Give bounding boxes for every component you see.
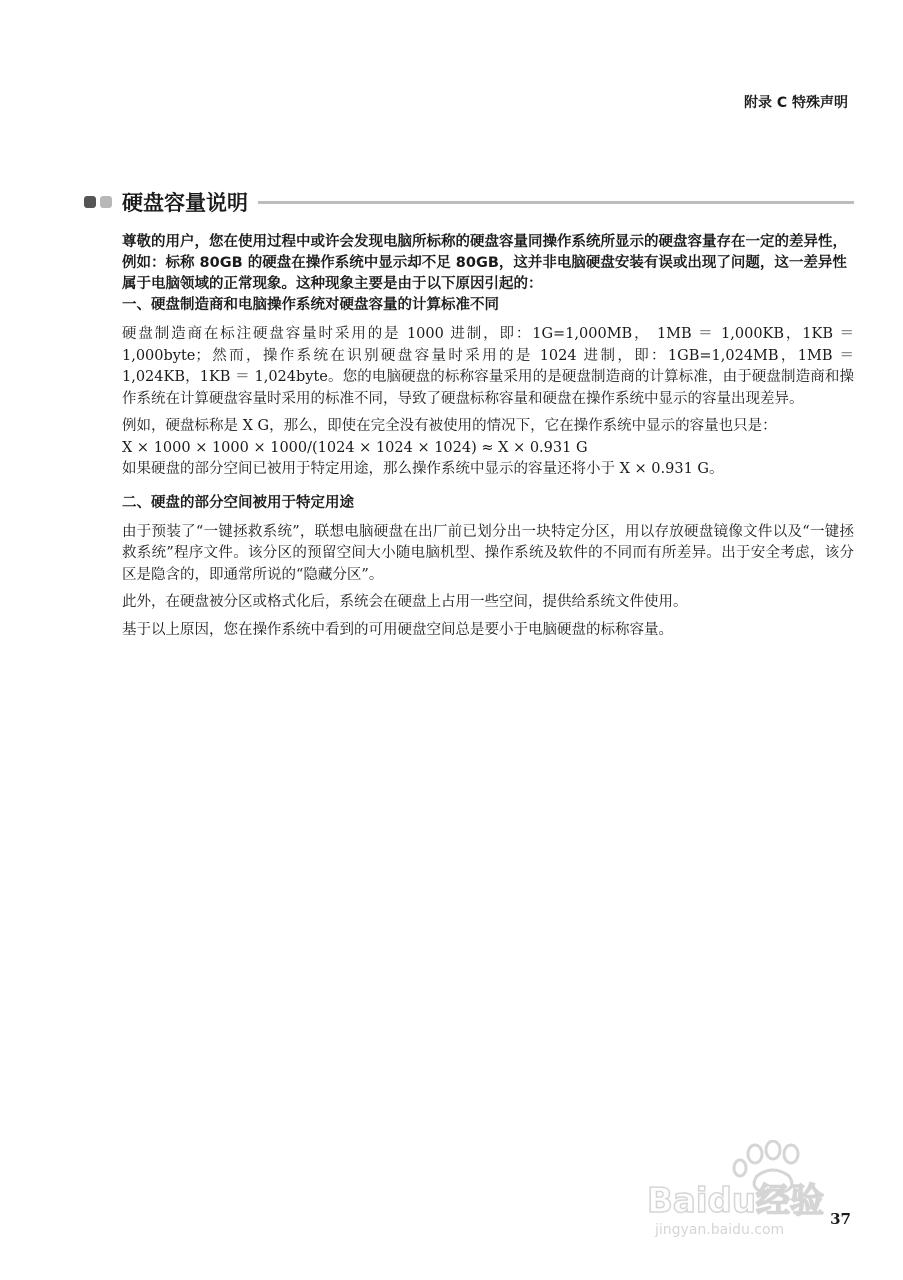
section-heading-1: 一、硬盘制造商和电脑操作系统对硬盘容量的计算标准不同 [122,297,499,313]
section-heading-2: 二、硬盘的部分空间被用于特定用途 [122,494,354,511]
watermark-url: jingyan.baidu.com [655,1222,785,1238]
intro-paragraph: 尊敬的用户，您在使用过程中或许会发现电脑所标称的硬盘容量同操作系统所显示的硬盘容量存在一定的差异性，例如：标称 80GB 的硬盘在操作系统中显示却不足 80GB，这并非电脑硬盘安装有误或出现了问题，这一差异性属于电脑领域的正常现象。这种现象主要是由于以下原因引起的： [122,234,847,292]
baidu-watermark-logo [645,1140,845,1240]
section2-paragraph-3: 基于以上原因，您在操作系统中看到的可用硬盘空间总是要小于电脑硬盘的标称容量。 [122,621,673,638]
page-title: 硬盘容量说明 [122,191,248,215]
formula: X × 1000 × 1000 × 1000/(1024 × 1024 × 1024) ≈ X × 0.931 G [122,439,588,456]
watermark-brand: Baidu经验 [647,1181,825,1221]
running-header: 附录 C 特殊声明 [743,95,848,111]
section-title-row [84,188,854,216]
section2-paragraph-1: 由于预装了“一键拯救系统”，联想电脑硬盘在出厂前已划分出一块特定分区，用以存放硬盘镜像文件以及“一键拯救系统”程序文件。该分区的预留空间大小随电脑机型、操作系统及软件的不同而有所差异。出于安全考虑，该分区是隐含的，即通常所说的“隐藏分区”。 [122,523,854,583]
section1-paragraph-3: 如果硬盘的部分空间已被用于特定用途，那么操作系统中显示的容量还将小于 X × 0.931 G。 [122,461,724,477]
section1-paragraph-2: 例如，硬盘标称是 X G，那么，即使在完全没有被使用的情况下，它在操作系统中显示的容量也只是： [122,418,777,434]
title-divider [258,201,854,204]
bullet-square-icon [100,196,112,208]
bullet-square-icon [84,196,96,208]
page-number: 37 [830,1210,851,1228]
main-content [122,232,854,647]
section1-paragraph-1: 硬盘制造商在标注硬盘容量时采用的是 1000 进制，即：1G=1,000MB， 1MB ＝ 1,000KB，1KB ＝ 1,000byte；然而，操作系统在识别硬盘容量时采用的是 1024 进制，即：1GB=1,024MB，1MB ＝ 1,024KB，1KB ＝ 1,024byte。您的电脑硬盘的标称容量采用的是硬盘制造商的计算标准，由于硬盘制造商和操作系统在计算硬盘容量时采用的标准不同，导致了硬盘标称容量和硬盘在操作系统中显示的容量出现差异。 [122,326,854,407]
section2-paragraph-2: 此外，在硬盘被分区或格式化后，系统会在硬盘上占用一些空间，提供给系统文件使用。 [122,594,688,610]
